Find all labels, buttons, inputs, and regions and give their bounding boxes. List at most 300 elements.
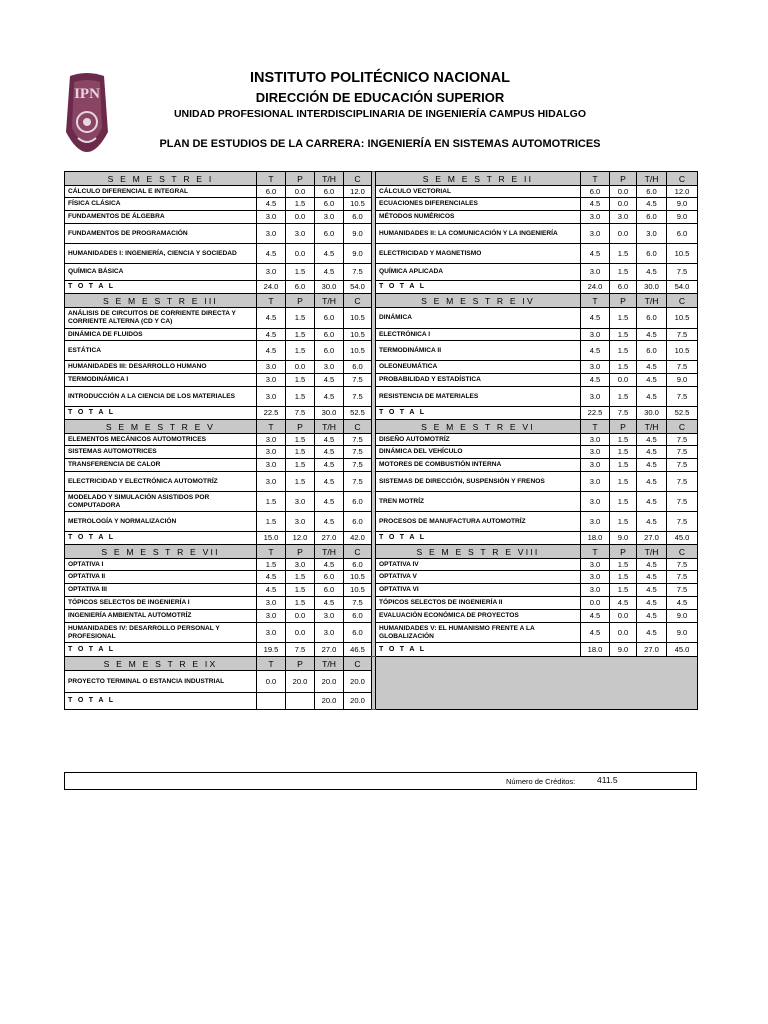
- course-t: 4.5: [581, 374, 610, 387]
- total-c: 42.0: [344, 532, 372, 545]
- course-th: 6.0: [315, 308, 344, 329]
- total-label: T O T A L: [376, 281, 581, 294]
- course-p: 1.5: [286, 446, 315, 459]
- course-t: 3.0: [581, 512, 610, 532]
- course-t: 4.5: [257, 198, 286, 211]
- course-name: ELECTRICIDAD Y MAGNETISMO: [376, 244, 581, 264]
- course-p: 1.5: [610, 264, 637, 281]
- total-p: 7.5: [286, 643, 315, 657]
- col-header-c: C: [344, 545, 372, 559]
- course-c: 9.0: [667, 610, 698, 623]
- course-c: 7.5: [344, 459, 372, 472]
- col-header-t: T: [257, 172, 286, 186]
- course-th: 6.0: [315, 329, 344, 341]
- course-c: 9.0: [667, 211, 698, 224]
- col-header-p: P: [610, 420, 637, 434]
- semester-header-row: [65, 294, 698, 308]
- course-t: 4.5: [581, 341, 610, 361]
- course-th: 4.5: [637, 623, 667, 643]
- course-th: 4.5: [315, 446, 344, 459]
- course-row: [65, 308, 698, 329]
- course-name: HUMANIDADES III: DESARROLLO HUMANO: [65, 361, 257, 374]
- course-p: 1.5: [610, 329, 637, 341]
- course-th: 4.5: [637, 387, 667, 407]
- col-header-t: T: [581, 294, 610, 308]
- course-p: 0.0: [610, 198, 637, 211]
- course-c: 6.0: [667, 224, 698, 244]
- col-header-p: P: [610, 172, 637, 186]
- semester-title: S E M E S T R E II: [376, 172, 581, 186]
- empty-box: [376, 657, 698, 710]
- course-row: [65, 264, 698, 281]
- col-header-t: T: [257, 545, 286, 559]
- course-p: 0.0: [610, 610, 637, 623]
- course-row: [65, 459, 698, 472]
- col-header-t: T: [257, 420, 286, 434]
- total-th: 30.0: [315, 281, 344, 294]
- course-c: 10.5: [344, 571, 372, 584]
- course-p: 1.5: [286, 329, 315, 341]
- course-t: 3.0: [257, 459, 286, 472]
- course-c: 4.5: [667, 597, 698, 610]
- course-p: 3.0: [286, 224, 315, 244]
- course-name: ELECTRÓNICA I: [376, 329, 581, 341]
- total-label: T O T A L: [376, 643, 581, 657]
- credits-label: Número de Créditos:: [506, 777, 576, 786]
- course-p: 1.5: [610, 308, 637, 329]
- course-c: 7.5: [667, 559, 698, 571]
- col-header-t: T: [257, 657, 286, 671]
- col-header-c: C: [344, 294, 372, 308]
- course-name: HUMANIDADES V: EL HUMANISMO FRENTE A LA GLOBALIZACIÓN: [376, 623, 581, 643]
- semester-title: S E M E S T R E III: [65, 294, 257, 308]
- course-th: 6.0: [637, 211, 667, 224]
- total-p: 6.0: [286, 281, 315, 294]
- course-th: 4.5: [637, 512, 667, 532]
- course-name: OPTATIVA III: [65, 584, 257, 597]
- course-th: 4.5: [637, 459, 667, 472]
- total-p: 9.0: [610, 643, 637, 657]
- course-th: 6.0: [637, 341, 667, 361]
- course-t: 3.0: [581, 559, 610, 571]
- course-c: 7.5: [667, 434, 698, 446]
- course-c: 7.5: [344, 434, 372, 446]
- col-header-th: T/H: [637, 172, 667, 186]
- course-p: 1.5: [610, 584, 637, 597]
- course-th: 3.0: [637, 224, 667, 244]
- course-name: PROBABILIDAD Y ESTADÍSTICA: [376, 374, 581, 387]
- total-th: 30.0: [637, 407, 667, 420]
- total-t: 22.5: [257, 407, 286, 420]
- course-c: 7.5: [667, 264, 698, 281]
- course-th: 3.0: [315, 623, 344, 643]
- course-c: 10.5: [344, 198, 372, 211]
- col-header-p: P: [610, 294, 637, 308]
- semester-header-row: [65, 420, 698, 434]
- total-c: 54.0: [667, 281, 698, 294]
- course-c: 7.5: [667, 361, 698, 374]
- course-name: HUMANIDADES IV: DESARROLLO PERSONAL Y PROFESIONAL: [65, 623, 257, 643]
- course-row: [65, 329, 698, 341]
- course-th: 6.0: [315, 341, 344, 361]
- course-c: 10.5: [344, 308, 372, 329]
- course-p: 0.0: [610, 374, 637, 387]
- course-name: CÁLCULO VECTORIAL: [376, 186, 581, 198]
- course-name: DINÁMICA DEL VEHÍCULO: [376, 446, 581, 459]
- total-p: [286, 693, 315, 710]
- total-t: 18.0: [581, 643, 610, 657]
- course-name: OPTATIVA II: [65, 571, 257, 584]
- col-header-c: C: [667, 294, 698, 308]
- course-p: 1.5: [286, 584, 315, 597]
- course-p: 1.5: [610, 512, 637, 532]
- course-t: 4.5: [581, 623, 610, 643]
- course-t: 4.5: [581, 610, 610, 623]
- course-p: 1.5: [610, 571, 637, 584]
- total-t: 24.0: [257, 281, 286, 294]
- col-header-th: T/H: [637, 420, 667, 434]
- course-name: FÍSICA CLÁSICA: [65, 198, 257, 211]
- semester-header-row: [65, 172, 698, 186]
- course-c: 9.0: [667, 374, 698, 387]
- course-t: 1.5: [257, 512, 286, 532]
- course-p: 0.0: [610, 186, 637, 198]
- col-header-th: T/H: [315, 172, 344, 186]
- course-th: 3.0: [315, 211, 344, 224]
- col-header-p: P: [286, 420, 315, 434]
- course-th: 4.5: [637, 374, 667, 387]
- course-c: 7.5: [667, 571, 698, 584]
- course-c: 7.5: [344, 472, 372, 492]
- course-th: 4.5: [315, 374, 344, 387]
- course-p: 1.5: [610, 244, 637, 264]
- course-row: [65, 244, 698, 264]
- total-c: 45.0: [667, 532, 698, 545]
- course-t: 3.0: [581, 584, 610, 597]
- course-th: 4.5: [315, 264, 344, 281]
- total-label: T O T A L: [376, 407, 581, 420]
- total-th: 27.0: [637, 643, 667, 657]
- course-name: ECUACIONES DIFERENCIALES: [376, 198, 581, 211]
- semester-title: S E M E S T R E IX: [65, 657, 257, 671]
- course-name: TERMODINÁMICA I: [65, 374, 257, 387]
- course-th: 6.0: [315, 584, 344, 597]
- course-t: 1.5: [257, 492, 286, 512]
- course-row: [65, 623, 698, 643]
- course-name: ELECTRICIDAD Y ELECTRÓNICA AUTOMOTRÍZ: [65, 472, 257, 492]
- course-t: 4.5: [257, 244, 286, 264]
- course-p: 3.0: [610, 211, 637, 224]
- course-th: 4.5: [637, 329, 667, 341]
- total-label: T O T A L: [65, 643, 257, 657]
- course-p: 0.0: [286, 186, 315, 198]
- course-c: 6.0: [344, 361, 372, 374]
- course-name: ANÁLISIS DE CIRCUITOS DE CORRIENTE DIRECTA Y CORRIENTE ALTERNA (CD Y CA): [65, 308, 257, 329]
- course-t: 3.0: [257, 597, 286, 610]
- course-c: 7.5: [667, 459, 698, 472]
- col-header-t: T: [581, 420, 610, 434]
- course-c: 9.0: [344, 224, 372, 244]
- course-name: TREN MOTRÍZ: [376, 492, 581, 512]
- course-name: QUÍMICA BÁSICA: [65, 264, 257, 281]
- course-t: 4.5: [581, 308, 610, 329]
- col-header-th: T/H: [315, 420, 344, 434]
- course-p: 1.5: [286, 472, 315, 492]
- col-header-t: T: [581, 545, 610, 559]
- course-row: [65, 610, 698, 623]
- course-c: 7.5: [667, 472, 698, 492]
- course-row: [65, 361, 698, 374]
- course-name: DINÁMICA DE FLUIDOS: [65, 329, 257, 341]
- total-p: 12.0: [286, 532, 315, 545]
- course-t: 3.0: [581, 224, 610, 244]
- course-name: INGENIERÍA AMBIENTAL AUTOMOTRÍZ: [65, 610, 257, 623]
- course-p: 0.0: [286, 244, 315, 264]
- total-label: T O T A L: [65, 693, 257, 710]
- course-name: DISEÑO AUTOMOTRÍZ: [376, 434, 581, 446]
- unit-title: UNIDAD PROFESIONAL INTERDISCIPLINARIA DE INGENIERÍA CAMPUS HIDALGO: [173, 108, 587, 120]
- course-th: 4.5: [637, 198, 667, 211]
- course-p: 1.5: [286, 459, 315, 472]
- course-c: 7.5: [667, 492, 698, 512]
- course-th: 4.5: [637, 571, 667, 584]
- course-t: 3.0: [581, 492, 610, 512]
- course-name: MOTORES DE COMBUSTIÓN INTERNA: [376, 459, 581, 472]
- course-p: 1.5: [286, 597, 315, 610]
- col-header-c: C: [344, 172, 372, 186]
- plan-title: PLAN DE ESTUDIOS DE LA CARRERA: INGENIERÍA EN SISTEMAS AUTOMOTRICES: [159, 138, 601, 150]
- course-th: 4.5: [315, 492, 344, 512]
- course-th: 4.5: [315, 559, 344, 571]
- course-th: 4.5: [637, 446, 667, 459]
- course-c: 20.0: [344, 671, 372, 693]
- course-th: 4.5: [637, 472, 667, 492]
- course-p: 1.5: [286, 308, 315, 329]
- credits-box: [64, 772, 697, 790]
- total-p: 6.0: [610, 281, 637, 294]
- col-header-th: T/H: [315, 545, 344, 559]
- course-row: [65, 224, 698, 244]
- course-t: 3.0: [257, 224, 286, 244]
- course-p: 1.5: [610, 387, 637, 407]
- total-row: [65, 643, 698, 657]
- course-c: 6.0: [344, 211, 372, 224]
- course-t: 3.0: [581, 387, 610, 407]
- course-t: 4.5: [581, 244, 610, 264]
- course-row: [65, 387, 698, 407]
- direction-title: DIRECCIÓN DE EDUCACIÓN SUPERIOR: [255, 90, 505, 105]
- course-name: INTRODUCCIÓN A LA CIENCIA DE LOS MATERIALES: [65, 387, 257, 407]
- course-name: PROCESOS DE MANUFACTURA AUTOMOTRÍZ: [376, 512, 581, 532]
- course-t: 3.0: [581, 211, 610, 224]
- course-c: 12.0: [344, 186, 372, 198]
- course-c: 7.5: [344, 387, 372, 407]
- course-c: 12.0: [667, 186, 698, 198]
- col-header-t: T: [257, 294, 286, 308]
- semester-title: S E M E S T R E V: [65, 420, 257, 434]
- course-th: 3.0: [315, 610, 344, 623]
- course-p: 0.0: [286, 623, 315, 643]
- total-label: T O T A L: [376, 532, 581, 545]
- course-name: OLEONEUMÁTICA: [376, 361, 581, 374]
- course-row: [65, 472, 698, 492]
- course-c: 6.0: [344, 559, 372, 571]
- course-c: 7.5: [344, 597, 372, 610]
- course-name: TERMODINÁMICA II: [376, 341, 581, 361]
- course-t: 4.5: [581, 198, 610, 211]
- col-header-p: P: [286, 545, 315, 559]
- course-c: 10.5: [344, 329, 372, 341]
- course-row: [65, 446, 698, 459]
- course-row: [65, 584, 698, 597]
- course-row: [65, 341, 698, 361]
- course-th: 4.5: [315, 244, 344, 264]
- ipn-logo: [64, 72, 110, 168]
- course-name: CÁLCULO DIFERENCIAL E INTEGRAL: [65, 186, 257, 198]
- course-p: 4.5: [610, 597, 637, 610]
- course-th: 20.0: [315, 671, 344, 693]
- semester-header-row: [65, 657, 698, 671]
- course-name: SISTEMAS DE DIRECCIÓN, SUSPENSIÓN Y FRENOS: [376, 472, 581, 492]
- total-c: 52.5: [344, 407, 372, 420]
- course-th: 6.0: [315, 571, 344, 584]
- course-p: 1.5: [610, 472, 637, 492]
- course-c: 7.5: [344, 374, 372, 387]
- course-th: 4.5: [637, 264, 667, 281]
- course-p: 1.5: [610, 459, 637, 472]
- course-t: 3.0: [257, 446, 286, 459]
- course-t: 3.0: [581, 571, 610, 584]
- course-name: OPTATIVA V: [376, 571, 581, 584]
- course-p: 3.0: [286, 512, 315, 532]
- course-t: 3.0: [257, 434, 286, 446]
- course-t: 3.0: [581, 329, 610, 341]
- course-c: 6.0: [344, 610, 372, 623]
- course-t: 4.5: [257, 584, 286, 597]
- course-t: 3.0: [257, 264, 286, 281]
- institution-title: INSTITUTO POLITÉCNICO NACIONAL: [250, 70, 510, 86]
- semester-header-row: [65, 545, 698, 559]
- col-header-c: C: [667, 420, 698, 434]
- total-th: 20.0: [315, 693, 344, 710]
- course-c: 9.0: [667, 623, 698, 643]
- col-header-c: C: [344, 657, 372, 671]
- course-c: 10.5: [344, 584, 372, 597]
- course-th: 4.5: [637, 492, 667, 512]
- course-th: 6.0: [315, 198, 344, 211]
- total-c: 46.5: [344, 643, 372, 657]
- course-c: 7.5: [667, 512, 698, 532]
- course-p: 1.5: [286, 264, 315, 281]
- course-p: 1.5: [286, 341, 315, 361]
- total-th: 30.0: [315, 407, 344, 420]
- total-t: 18.0: [581, 532, 610, 545]
- course-p: 1.5: [610, 361, 637, 374]
- course-t: 3.0: [581, 472, 610, 492]
- course-c: 6.0: [344, 492, 372, 512]
- col-header-c: C: [344, 420, 372, 434]
- course-name: FUNDAMENTOS DE PROGRAMACIÓN: [65, 224, 257, 244]
- total-row: [65, 532, 698, 545]
- course-t: 4.5: [257, 341, 286, 361]
- course-p: 0.0: [610, 224, 637, 244]
- course-t: 3.0: [581, 459, 610, 472]
- course-name: HUMANIDADES I: INGENIERÍA, CIENCIA Y SOCIEDAD: [65, 244, 257, 264]
- total-th: 27.0: [315, 643, 344, 657]
- course-row: [65, 597, 698, 610]
- course-name: OPTATIVA VI: [376, 584, 581, 597]
- course-p: 1.5: [610, 492, 637, 512]
- course-c: 9.0: [344, 244, 372, 264]
- course-name: ELEMENTOS MECÁNICOS AUTOMOTRICES: [65, 434, 257, 446]
- course-name: QUÍMICA APLICADA: [376, 264, 581, 281]
- col-header-c: C: [667, 172, 698, 186]
- course-p: 1.5: [286, 571, 315, 584]
- semester-title: S E M E S T R E IV: [376, 294, 581, 308]
- course-p: 1.5: [286, 434, 315, 446]
- course-t: 3.0: [257, 361, 286, 374]
- course-th: 4.5: [315, 597, 344, 610]
- course-p: 1.5: [286, 198, 315, 211]
- course-c: 6.0: [344, 623, 372, 643]
- total-t: 19.5: [257, 643, 286, 657]
- course-name: TÓPICOS SELECTOS DE INGENIERÍA I: [65, 597, 257, 610]
- course-t: 3.0: [581, 264, 610, 281]
- semester-title: S E M E S T R E VI: [376, 420, 581, 434]
- semester-title: S E M E S T R E VII: [65, 545, 257, 559]
- course-c: 10.5: [667, 308, 698, 329]
- col-header-th: T/H: [315, 294, 344, 308]
- course-t: 4.5: [257, 308, 286, 329]
- course-th: 6.0: [637, 244, 667, 264]
- course-name: RESISTENCIA DE MATERIALES: [376, 387, 581, 407]
- course-p: 0.0: [286, 361, 315, 374]
- total-t: 15.0: [257, 532, 286, 545]
- course-name: OPTATIVA IV: [376, 559, 581, 571]
- course-c: 10.5: [667, 244, 698, 264]
- course-th: 4.5: [315, 472, 344, 492]
- total-th: 27.0: [637, 532, 667, 545]
- course-th: 6.0: [315, 224, 344, 244]
- course-th: 4.5: [637, 584, 667, 597]
- semester-title: S E M E S T R E I: [65, 172, 257, 186]
- course-th: 4.5: [637, 597, 667, 610]
- course-th: 4.5: [315, 434, 344, 446]
- semester-title: S E M E S T R E VIII: [376, 545, 581, 559]
- course-p: 0.0: [610, 623, 637, 643]
- study-plan-table: [64, 171, 698, 710]
- course-p: 20.0: [286, 671, 315, 693]
- course-name: TRANSFERENCIA DE CALOR: [65, 459, 257, 472]
- total-t: 24.0: [581, 281, 610, 294]
- course-name: METROLOGÍA Y NORMALIZACIÓN: [65, 512, 257, 532]
- col-header-c: C: [667, 545, 698, 559]
- total-c: 20.0: [344, 693, 372, 710]
- course-row: [65, 492, 698, 512]
- course-t: 3.0: [257, 387, 286, 407]
- total-th: 30.0: [637, 281, 667, 294]
- col-header-t: T: [581, 172, 610, 186]
- total-label: T O T A L: [65, 281, 257, 294]
- course-t: 3.0: [257, 374, 286, 387]
- total-label: T O T A L: [65, 407, 257, 420]
- course-th: 6.0: [637, 308, 667, 329]
- col-header-th: T/H: [315, 657, 344, 671]
- total-c: 54.0: [344, 281, 372, 294]
- total-p: 9.0: [610, 532, 637, 545]
- course-c: 10.5: [344, 341, 372, 361]
- course-name: DINÁMICA: [376, 308, 581, 329]
